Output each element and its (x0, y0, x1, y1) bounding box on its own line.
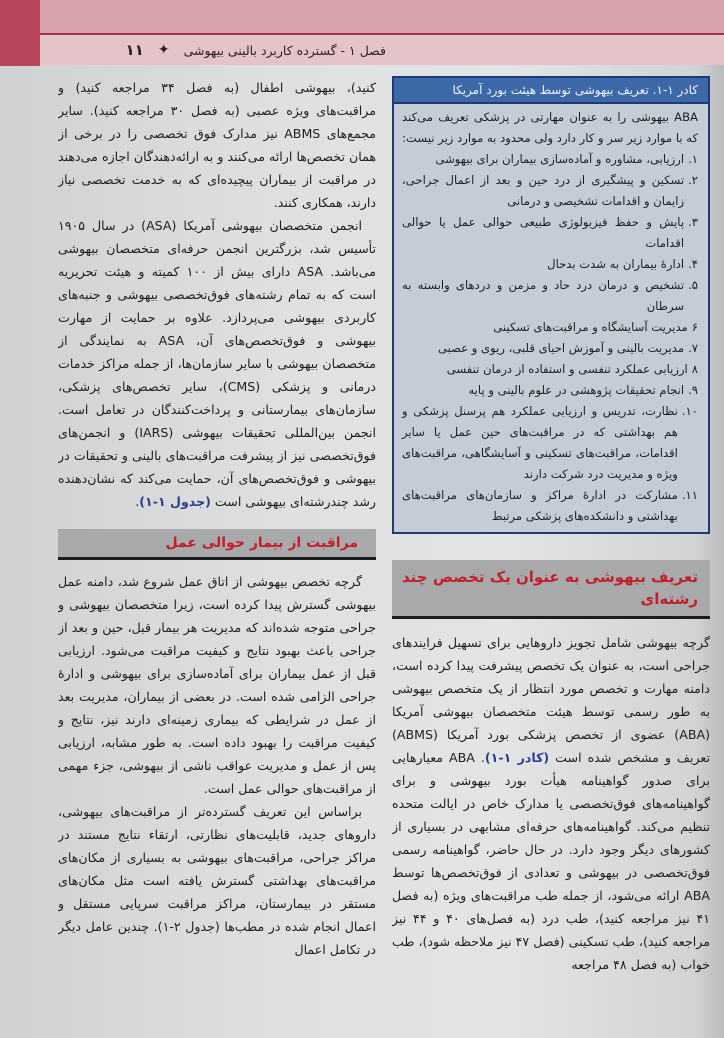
right-column-text (392, 631, 710, 976)
list-text: ارزیابی عملکرد تنفسی و استفاده از درمان تنفسی (446, 362, 688, 376)
box-list-item (402, 149, 698, 170)
box-list-item (402, 359, 698, 380)
list-number: ۶ (691, 320, 698, 334)
box-list-item (402, 338, 698, 359)
box-list-item (402, 275, 698, 317)
list-number: ۱۱. (681, 488, 698, 502)
star-icon: ✦ (157, 42, 170, 58)
box-list-item (402, 212, 698, 254)
header-band (0, 0, 724, 34)
section-heading-perioperative (58, 529, 376, 560)
paragraph: گرچه تخصص بیهوشی از اتاق عمل شروع شد، دامنه عمل بیهوشی گسترش پیدا کرده است، زیرا متخصصان بیهوشی و جراحی متوجه شده‌اند که مدیریت هر بیمار قبل، حین و بعد از جراحی باعث بهبود نتایج و کیفیت مراقبت می‌شود. ارزیابی قبل از عمل بیماران برای آماده‌سازی برای بیهوشی و ادارهٔ جراحی الزامی شده است. در بعضی از بیماران، مدیریت بعد از عمل در شرایطی که بیماری زمینه‌ای دارند نیز، نتایج و کیفیت مراقبت را بهبود داده است. به طور مشابه، ارزیابی پس از عمل و مدیریت عواقب ناشی از بیهوشی، جزء مهمی از مراقبت‌های حوالی عمل است. (58, 574, 376, 796)
list-text: مدیریت بالینی و آموزش احیای قلبی، ریوی و عصبی (437, 341, 685, 355)
list-number: ۹. (688, 383, 698, 397)
box-reference[interactable]: (کادر ۱-۱) (484, 750, 550, 765)
left-column (58, 76, 376, 1038)
running-head (56, 38, 386, 62)
section-heading-text: مراقبت از بیمار حوالی عمل (165, 535, 358, 551)
section-heading-definition (392, 560, 710, 619)
paragraph (58, 214, 376, 513)
box-title: کادر ۱-۱. تعریف بیهوشی توسط هیئت بورد آمریکا (394, 78, 708, 102)
paragraph-text: گرچه بیهوشی شامل تجویز داروهایی برای تسهیل فرایندهای جراحی است، به عنوان یک تخصص پیشرفت پیدا کرده است، دامنه مهارت و تخصص مورد انتظار از یک متخصص بیهوشی به طور رسمی توسط هیئت متخصصان بیهوشی آمریکا (ABA) عضوی از تخصص پزشکی بورد آمریکا (ABMS) تعریف و مشخص شده است (392, 635, 710, 765)
box-list (402, 149, 698, 527)
list-text: مدیریت آسایشگاه و مراقبت‌های تسکینی (493, 320, 688, 334)
chapter-tab (0, 0, 40, 66)
list-number: ۲. (688, 173, 698, 187)
list-text: نظارت، تدریس و ارزیابی عملکرد هم پرسنل پزشکی و هم بهداشتی که در مراقبت‌های حین عمل یا سایر اقدامات، مراقبت‌های تسکینی و آسایشگاهی، مراقبت‌های ویژه و مدیریت درد شرکت دارند (402, 404, 678, 481)
paragraph-text: . ABA معیارهایی برای صدور گواهینامه هیأت بورد بیهوشی و برای گواهینامه‌های فوق‌تخصصی یا مدارک خاص در ایالت متحده تنظیم می‌کند. گواهینامه‌های حرفه‌ای مشابهی در بسیاری از کشورهای دیگر وجود دارد. در حال حاضر، گواهینامه رسمی فوق‌تخصصی در بیهوشی و تعدادی از فوق‌تخصص‌ها توسط ABA ارائه می‌شود، از جمله طب مراقبت‌های ویژه (به فصل ۴۱ نیز مراجعه کنید)، طب درد (به فصل‌های ۴۰ و ۴۴ نیز مراجعه کنید)، طب تسکینی (فصل ۴۷ نیز ملاحظه شود)، طب خواب (به فصل ۴۸ مراجعه (392, 750, 710, 972)
list-number: ۴. (688, 257, 698, 271)
left-column-bottom (58, 570, 376, 961)
list-text: پایش و حفظ فیزیولوژی طبیعی حوالی عمل یا حوالی اقدامات (402, 215, 685, 250)
list-number: ۱۰. (681, 404, 698, 418)
box-list-item (402, 170, 698, 212)
right-column (392, 76, 710, 1038)
paragraph-end: . (135, 494, 140, 509)
list-number: ۱. (688, 152, 698, 166)
paragraph: کنید)، بیهوشی اطفال (به فصل ۳۴ مراجعه کنید) و مراقبت‌های ویژه عصبی (به فصل ۳۰ مراجعه کنید). سایر مجمع‌های ABMS نیز مدارک فوق تخصصی را در برخی از همان تخصص‌ها ارائه می‌کنند و به ارائه‌دهندگان اجازه می‌دهند در مراقبت از بیماران پیچیده‌ای که به خدمت تخصصی نیاز دارند، همکاری کنند. (58, 80, 376, 210)
paragraph (392, 631, 710, 976)
list-text: تشخیص و درمان درد حاد و مزمن و دردهای وابسته به سرطان (402, 278, 685, 313)
page-number: ۱۱ (125, 41, 144, 59)
box-list-item (402, 317, 698, 338)
paragraph: براساس این تعریف گسترده‌تر از مراقبت‌های بیهوشی، داروهای جدید، قابلیت‌های نظارتی، ارتقاء نتایج مستند در مراکز جراحی، مراقبت‌های بیهوشی به بسیاری از مکان‌های مراقبت‌های بهداشتی گسترش یافته است مثل مکان‌های مستقر در بیمارستان، مراکز مراقبت سرپایی مستقل و اعمال انجام شده در مطب‌ها (جدول ۲-۱). چندین عامل دیگر در تکامل اعمال (58, 804, 376, 957)
box-1-1 (392, 76, 710, 534)
box-list-item (402, 254, 698, 275)
list-text: مشارکت در ادارهٔ مراکز و سازمان‌های مراقبت‌های بهداشتی و دانشکده‌های پزشکی مرتبط (402, 488, 678, 523)
list-number: ۳. (688, 215, 698, 229)
paragraph-text: انجمن متخصصان بیهوشی آمریکا (ASA) در سال ۱۹۰۵ تأسیس شد، بزرگترین انجمن حرفه‌ای متخصصان بیهوشی می‌باشد. ASA دارای بیش از ۱۰۰ کمیته و هیئت تحریریه است که به تمام رشته‌های فوق‌تخصصی بیهوشی و جنبه‌های کاربردی بیهوشی می‌پردازد. علاوه بر حمایت از مهارت بیهوشی و فوق‌تخصص‌های آن، ASA به نمایندگی از متخصصان بیهوشی با سایر سازمان‌ها، از جمله مراکز خدمات درمانی و پزشکی (CMS)، سایر تخصص‌های پزشکی، سازمان‌های بیمارستانی و پرداخت‌کنندگان در تعامل است. انجمن بین‌المللی تحقیقات بیهوشی (IARS) و انجمن‌های فوق‌تخصصی نیز از پیشرفت مراقبت‌های بالینی و تحقیقات در بیهوشی و فوق‌تخصص‌های آن، حمایت می‌کند که نشان‌دهنده رشد چندرشته‌ای بیهوشی است (58, 218, 376, 509)
box-intro: ABA بیهوشی را به عنوان مهارتی در پزشکی تعریف می‌کند که با موارد زیر سر و کار دارد ولی محدود به موارد زیر نیست: (402, 110, 698, 145)
list-number: ۷. (688, 341, 698, 355)
box-body (394, 102, 708, 532)
list-text: تسکین و پیشگیری از درد حین و بعد از اعمال جراحی، زایمان و اقدامات تشخیصی و درمانی (402, 173, 685, 208)
chapter-title: فصل ۱ - گسترده کاربرد بالینی بیهوشی (183, 42, 386, 58)
list-number: ۵. (688, 278, 698, 292)
box-list-item (402, 485, 698, 527)
section-heading-text: تعریف بیهوشی به عنوان یک تخصص چند رشته‌ای (402, 568, 698, 608)
table-reference[interactable]: (جدول ۱-۱) (139, 494, 211, 509)
box-list-item (402, 401, 698, 485)
left-column-top (58, 76, 376, 513)
list-number: ۸ (691, 362, 698, 376)
list-text: ادارهٔ بیماران به شدت بدحال (547, 257, 685, 271)
list-text: ارزیابی، مشاوره و آماده‌سازی بیماران برای بیهوشی (435, 152, 685, 166)
list-text: انجام تحقیقات پژوهشی در علوم بالینی و پایه (468, 383, 685, 397)
box-list-item (402, 380, 698, 401)
